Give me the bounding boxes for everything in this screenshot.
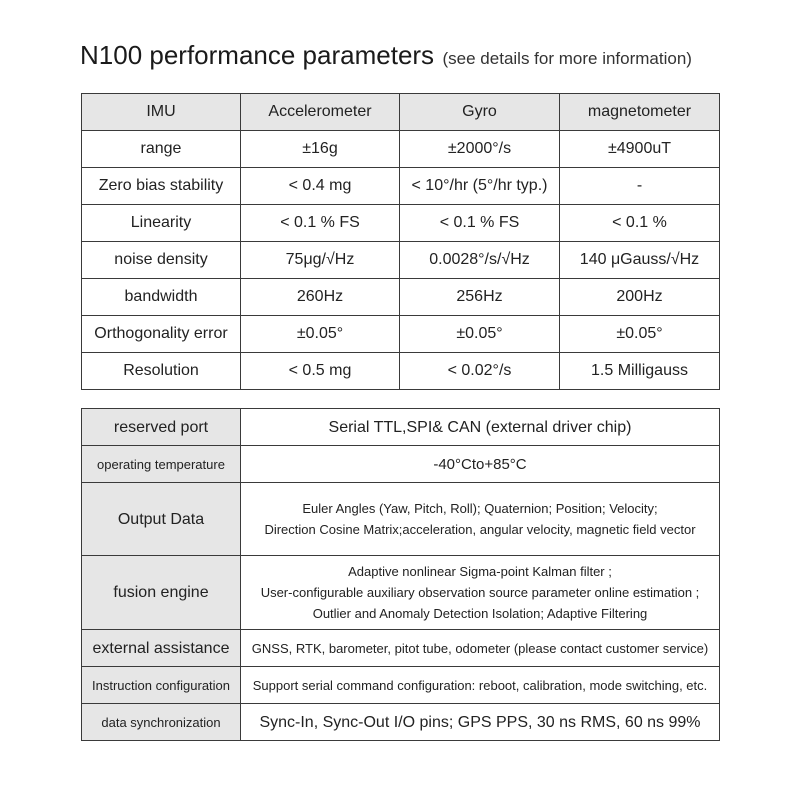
title-subtitle: (see details for more information): [442, 49, 692, 68]
header-cell: IMU: [82, 94, 241, 131]
table-row: [82, 205, 720, 242]
spec-label: data synchronization: [82, 704, 241, 741]
spec-label: external assistance: [82, 630, 241, 667]
spec-value: -40°Cto+85°C: [241, 446, 720, 483]
table-row: [82, 168, 720, 205]
table-row: [82, 242, 720, 279]
table-cell: < 0.1 % FS: [241, 205, 400, 242]
table-cell: 75μg/√Hz: [241, 242, 400, 279]
spec-row-operating-temperature: [82, 446, 720, 483]
spec-value: Sync-In, Sync-Out I/O pins; GPS PPS, 30 ns RMS, 60 ns 99%: [241, 704, 720, 741]
spec-value: GNSS, RTK, barometer, pitot tube, odometer (please contact customer service): [241, 630, 720, 667]
header-cell: Accelerometer: [241, 94, 400, 131]
table-cell: < 0.1 % FS: [400, 205, 560, 242]
table-cell: < 0.1 %: [560, 205, 720, 242]
table-cell: 200Hz: [560, 279, 720, 316]
row-label: Linearity: [82, 205, 241, 242]
table-cell: ±0.05°: [400, 316, 560, 353]
header-cell: magnetometer: [560, 94, 720, 131]
table-cell: 1.5 Milligauss: [560, 353, 720, 390]
row-label: bandwidth: [82, 279, 241, 316]
table-cell: < 0.4 mg: [241, 168, 400, 205]
row-label: range: [82, 131, 241, 168]
row-label: noise density: [82, 242, 241, 279]
spec-row-reserved-port: [82, 409, 720, 446]
spec-value-line: Euler Angles (Yaw, Pitch, Roll); Quaternion; Position; Velocity;: [302, 501, 658, 516]
table-cell: 256Hz: [400, 279, 560, 316]
table-header-row: [82, 94, 720, 131]
spec-row-instruction-configuration: [82, 667, 720, 704]
spec-label: Instruction configuration: [82, 667, 241, 704]
table-row: [82, 316, 720, 353]
table-cell: < 0.02°/s: [400, 353, 560, 390]
performance-table: [81, 93, 720, 390]
spec-row-external-assistance: [82, 630, 720, 667]
table-cell: < 0.5 mg: [241, 353, 400, 390]
title-main: N100 performance parameters: [80, 40, 435, 70]
table-cell: ±4900uT: [560, 131, 720, 168]
table-cell: ±16g: [241, 131, 400, 168]
table-row: [82, 279, 720, 316]
table-cell: 260Hz: [241, 279, 400, 316]
spec-label: fusion engine: [82, 556, 241, 630]
spec-label: operating temperature: [82, 446, 241, 483]
table-row: [82, 353, 720, 390]
spec-value: [241, 556, 720, 630]
spec-label: reserved port: [82, 409, 241, 446]
row-label: Resolution: [82, 353, 241, 390]
spec-value: Serial TTL,SPI& CAN (external driver chip): [241, 409, 720, 446]
specification-table: [81, 408, 720, 741]
table-cell: 0.0028°/s/√Hz: [400, 242, 560, 279]
header-cell: Gyro: [400, 94, 560, 131]
page-title: [80, 40, 740, 71]
spec-row-fusion-engine: [82, 556, 720, 630]
spec-row-output-data: [82, 483, 720, 556]
row-label: Orthogonality error: [82, 316, 241, 353]
spec-value: Support serial command configuration: reboot, calibration, mode switching, etc.: [241, 667, 720, 704]
spec-value-line: Outlier and Anomaly Detection Isolation; Adaptive Filtering: [312, 606, 648, 621]
table-cell: ±0.05°: [241, 316, 400, 353]
table-cell: ±0.05°: [560, 316, 720, 353]
spec-value: [241, 483, 720, 556]
table-cell: -: [560, 168, 720, 205]
table-cell: < 10°/hr (5°/hr typ.): [400, 168, 560, 205]
table-cell: ±2000°/s: [400, 131, 560, 168]
row-label: Zero bias stability: [82, 168, 241, 205]
spec-value-line: Adaptive nonlinear Sigma-point Kalman filter ;: [348, 564, 612, 579]
spec-value-line: User-configurable auxiliary observation source parameter online estimation ;: [260, 585, 700, 600]
table-row: [82, 131, 720, 168]
table-cell: 140 μGauss/√Hz: [560, 242, 720, 279]
spec-value-line: Direction Cosine Matrix;acceleration, angular velocity, magnetic field vector: [264, 522, 696, 537]
spec-row-data-synchronization: [82, 704, 720, 741]
spec-label: Output Data: [82, 483, 241, 556]
